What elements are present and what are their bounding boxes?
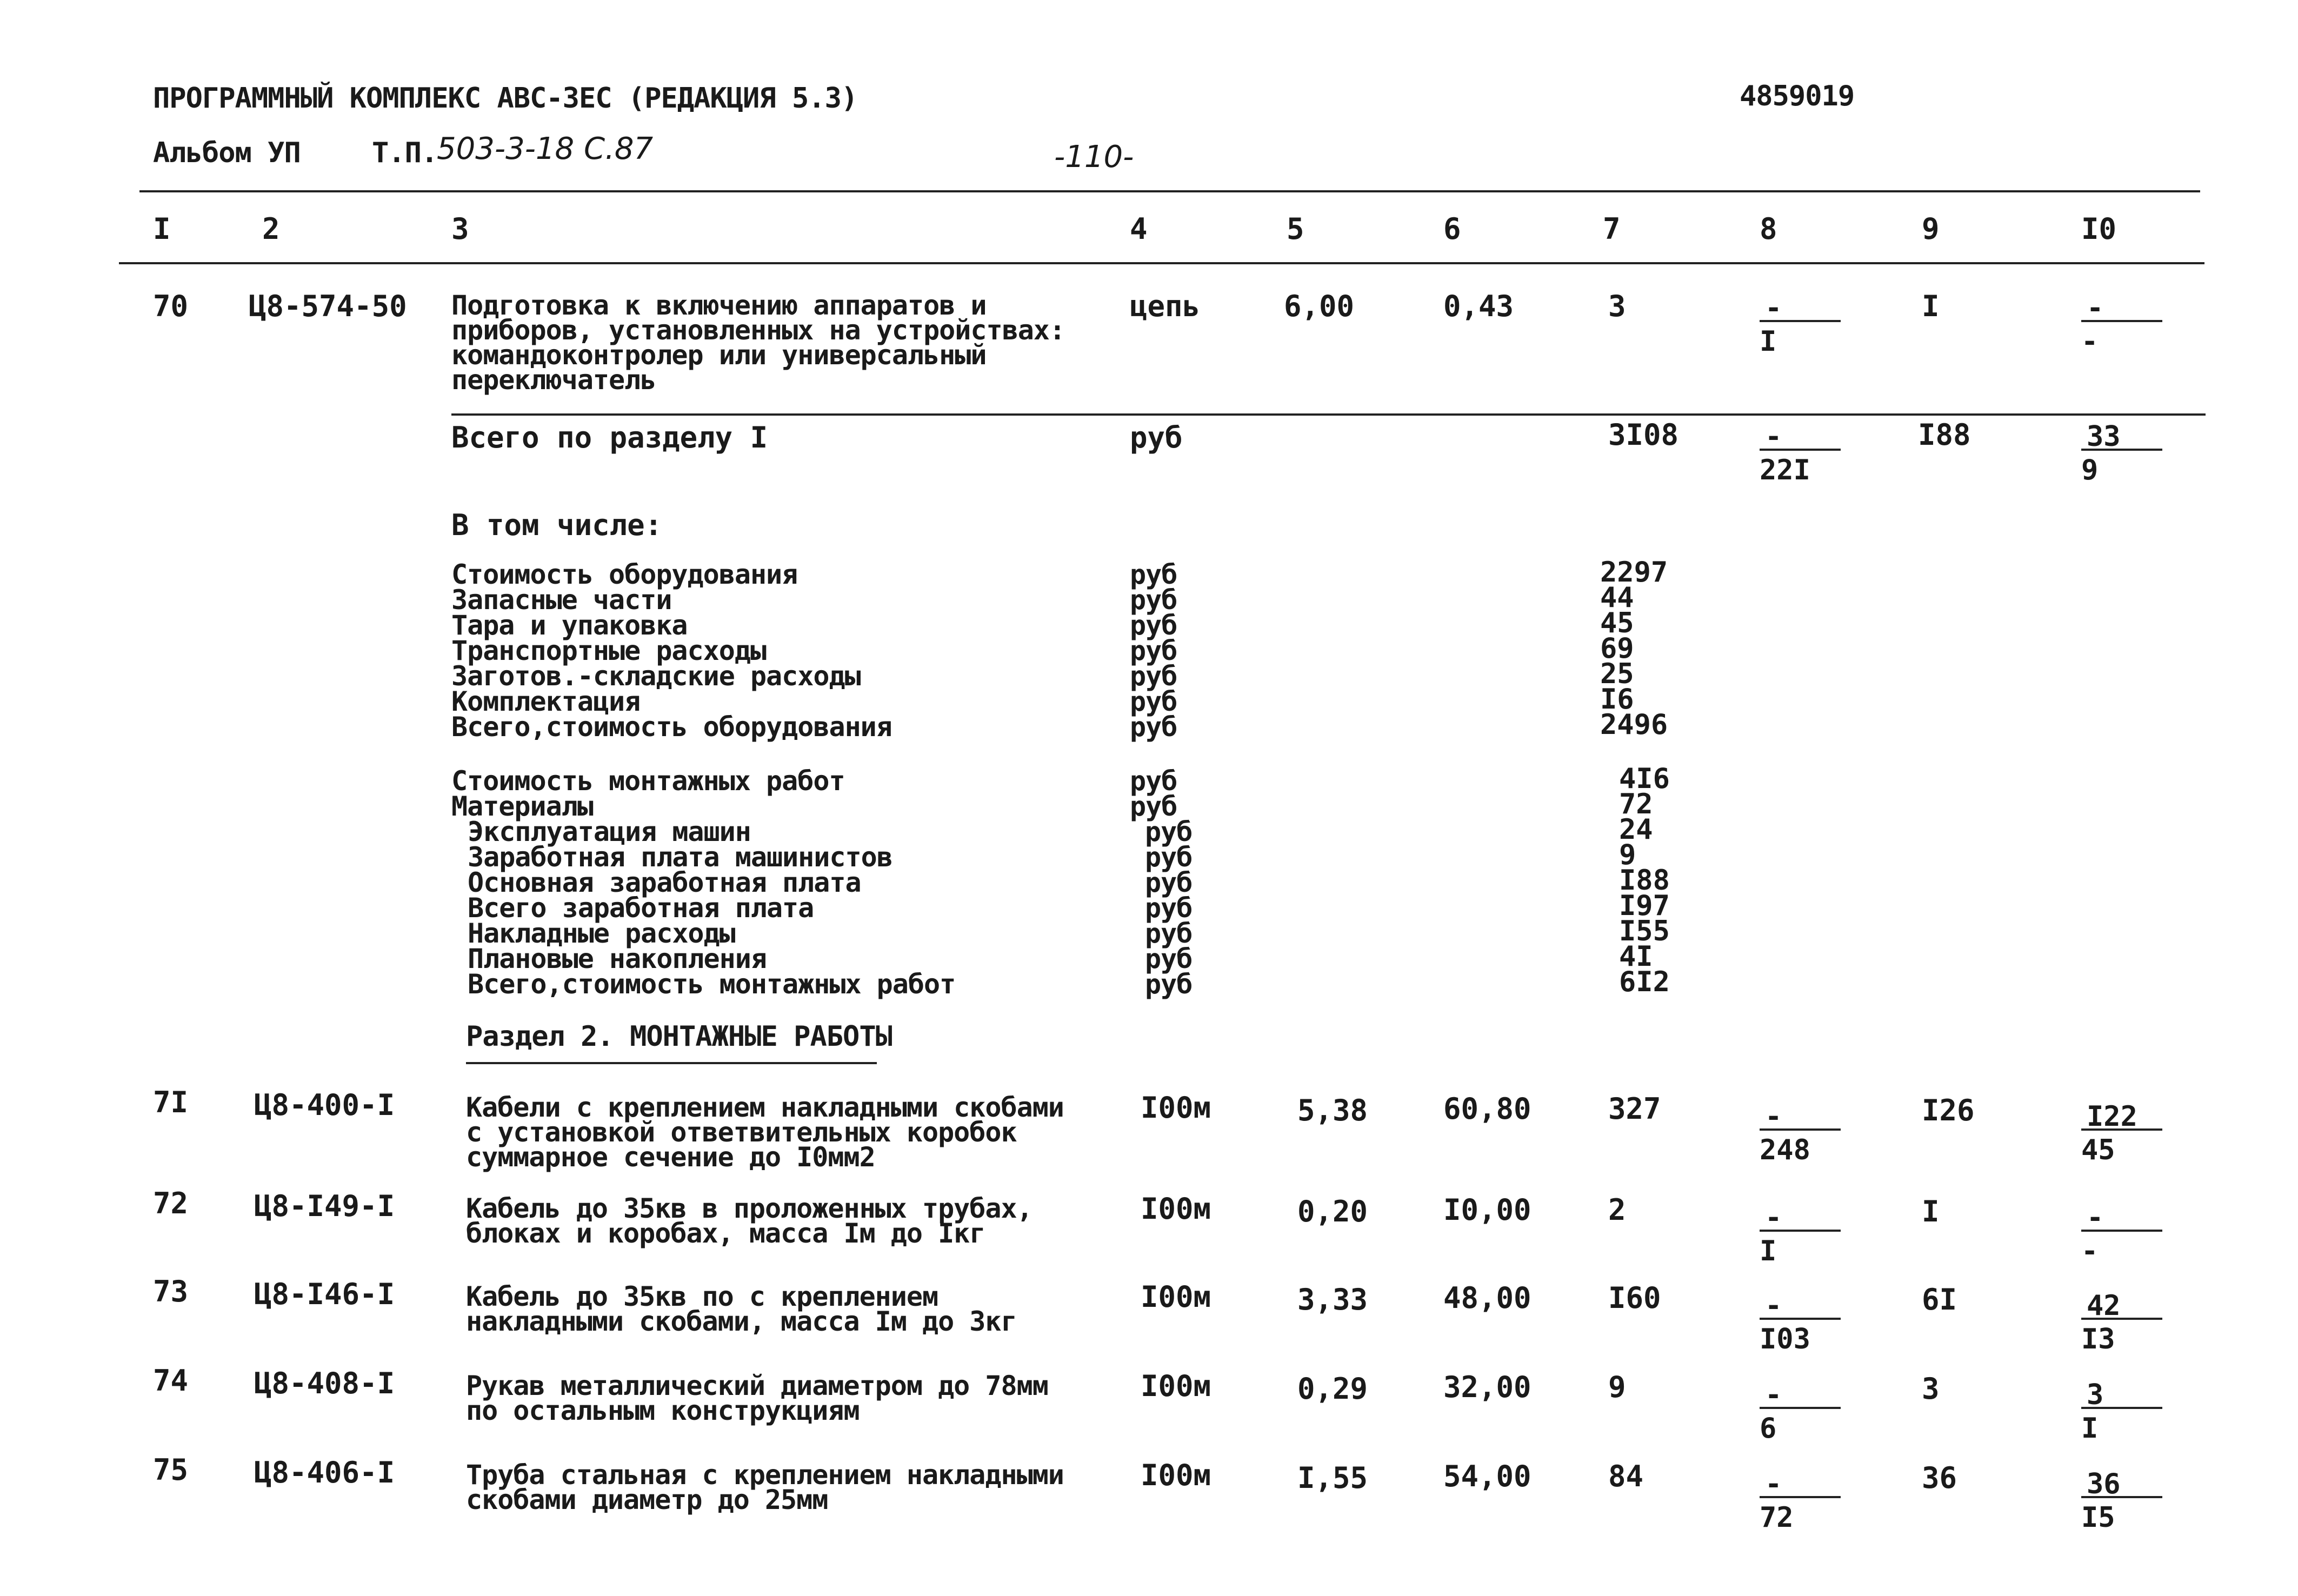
installation-labels-main: Стоимость монтажных работ Материалы <box>451 765 845 822</box>
row-unit: цепь <box>1130 289 1201 323</box>
row-quantity: 5,38 <box>1297 1093 1368 1127</box>
fraction-bar <box>2081 449 2162 451</box>
fraction-bar <box>1760 1230 1841 1232</box>
row-description: Кабели с креплением накладными скобами с установкой ответвительных коробок суммарное сечение до I0мм2 <box>466 1092 1064 1173</box>
row-col8-fraction <box>1760 1100 1851 1176</box>
column-number: I0 <box>2081 212 2117 246</box>
row-quantity: 0,29 <box>1297 1372 1368 1406</box>
row-col9: 3 <box>1922 1372 1940 1406</box>
row-code: Ц8-I46-I <box>254 1277 395 1311</box>
row-description: Кабель до 35кв по с креплением накладными скобами, масса Iм до 3кг <box>466 1281 1017 1337</box>
row-col9: I26 <box>1922 1093 1975 1127</box>
fraction-denominator: I <box>2081 1412 2099 1445</box>
column-number: 8 <box>1760 212 1777 246</box>
row-code: Ц8-406-I <box>254 1455 395 1490</box>
row-quantity: I,55 <box>1297 1461 1368 1495</box>
fraction-bar <box>1760 320 1841 322</box>
row-unit: I00м <box>1141 1458 1211 1492</box>
fraction-bar <box>1760 1318 1841 1320</box>
column-number: 7 <box>1603 212 1621 246</box>
fraction-bar <box>1760 1128 1841 1131</box>
row-description: Подготовка к включению аппаратов и приборов, установленных на устройствах: командоконтролер или универсальный переключатель <box>451 290 1065 396</box>
row-unit: I00м <box>1141 1192 1211 1226</box>
row-col8-fraction <box>1760 292 1851 368</box>
row-col10-fraction <box>2081 1379 2173 1454</box>
column-number: 3 <box>451 212 469 246</box>
row-col9: 36 <box>1922 1461 1957 1495</box>
fraction-numerator: - <box>1765 1379 1782 1411</box>
program-title: ПРОГРАММНЫЙ КОМПЛЕКС АВС-ЗЕС (РЕДАКЦИЯ 5.3) <box>153 82 858 115</box>
row-description: Труба стальная с креплением накладными скобами диаметр до 25мм <box>466 1459 1064 1515</box>
row-col8-fraction <box>1760 1379 1851 1454</box>
column-number: I <box>153 212 171 246</box>
row-unit-price: 48,00 <box>1443 1281 1531 1315</box>
column-number: 4 <box>1130 212 1148 246</box>
section-total-label: Всего по разделу I <box>451 420 768 455</box>
row-unit-price: I0,00 <box>1443 1193 1531 1227</box>
fraction-denominator: 9 <box>2081 454 2099 486</box>
fraction-bar <box>2081 320 2162 322</box>
fraction-denominator: 248 <box>1760 1134 1810 1166</box>
installation-units-detail: руб руб руб руб руб руб руб <box>1145 816 1193 1000</box>
row-code: Ц8-574-50 <box>249 289 407 323</box>
fraction-denominator: I5 <box>2081 1501 2115 1534</box>
fraction-numerator: - <box>1765 1468 1782 1500</box>
document-number: 4859019 <box>1740 80 1855 112</box>
row-quantity: 6,00 <box>1284 289 1355 323</box>
installation-values-main: 4I6 72 <box>1619 763 1670 820</box>
row-quantity: 0,20 <box>1297 1194 1368 1228</box>
row-code: Ц8-400-I <box>254 1088 395 1122</box>
fraction-bar <box>2081 1230 2162 1232</box>
fraction-denominator: I <box>1760 325 1777 358</box>
installation-labels-detail: Эксплуатация машин Заработная плата машинистов Основная заработная плата Всего заработная плата Накладные расходы Плановые накопления Всего,стоимость монтажных работ <box>468 816 956 1000</box>
fraction-denominator: 22I <box>1760 454 1810 486</box>
fraction-bar <box>1760 1407 1841 1409</box>
row-unit: I00м <box>1141 1369 1211 1403</box>
section-total-rule <box>451 413 2206 416</box>
fraction-numerator: - <box>1765 1290 1782 1322</box>
equipment-labels: Стоимость оборудования Запасные части Тара и упаковка Транспортные расходы Заготов.-складские расходы Комплектация Всего,стоимость оборудования <box>451 559 892 743</box>
row-unit: I00м <box>1141 1280 1211 1314</box>
including-label: В том числе: <box>451 508 663 542</box>
tp-prefix: Т.П. <box>372 137 438 169</box>
row-number: 75 <box>153 1453 189 1487</box>
page-number: -110- <box>1054 139 1134 175</box>
fraction-numerator: - <box>2087 1201 2104 1234</box>
fraction-numerator: - <box>2087 292 2104 324</box>
section-total-col8-fraction <box>1760 420 1851 496</box>
row-col10-fraction <box>2081 1100 2173 1176</box>
row-description: Кабель до 35кв в проложенных трубах, блоках и коробах, масса Iм до Iкг <box>466 1193 1033 1249</box>
installation-values-detail: 24 9 I88 I97 I55 4I 6I2 <box>1619 813 1670 998</box>
fraction-numerator: - <box>1765 292 1782 324</box>
row-unit-price: 32,00 <box>1443 1370 1531 1404</box>
row-col10-fraction <box>2081 292 2173 368</box>
equipment-values: 2297 44 45 69 25 I6 2496 <box>1600 556 1668 741</box>
fraction-bar <box>1760 449 1841 451</box>
fraction-denominator: 6 <box>1760 1412 1777 1445</box>
row-col8-fraction <box>1760 1201 1851 1277</box>
row-total: 327 <box>1608 1092 1661 1126</box>
row-number: 74 <box>153 1364 189 1398</box>
fraction-bar <box>1760 1496 1841 1498</box>
equipment-units: руб руб руб руб руб руб руб <box>1130 559 1177 743</box>
row-code: Ц8-408-I <box>254 1366 395 1400</box>
tp-handwritten-number: 503-3-18 С.87 <box>437 131 654 166</box>
fraction-bar <box>2081 1318 2162 1320</box>
fraction-denominator: 45 <box>2081 1134 2115 1166</box>
fraction-numerator: I22 <box>2087 1100 2137 1133</box>
row-total: 84 <box>1608 1459 1644 1493</box>
album-label: Альбом УП <box>153 137 301 169</box>
fraction-numerator: 36 <box>2087 1468 2121 1500</box>
fraction-numerator: - <box>1765 420 1782 453</box>
row-col9: I <box>1922 1194 1940 1228</box>
fraction-numerator: 3 <box>2087 1379 2104 1411</box>
installation-units-main: руб руб <box>1130 765 1177 822</box>
column-number: 5 <box>1287 212 1304 246</box>
row-number: 7I <box>153 1085 189 1119</box>
header-rule <box>119 262 2204 264</box>
fraction-denominator: - <box>2081 1235 2099 1267</box>
column-number: 9 <box>1922 212 1940 246</box>
fraction-numerator: - <box>1765 1100 1782 1133</box>
row-total: I60 <box>1608 1281 1661 1315</box>
fraction-bar <box>2081 1128 2162 1131</box>
row-total: 2 <box>1608 1193 1626 1227</box>
row-col9: 6I <box>1922 1283 1957 1317</box>
fraction-denominator: I03 <box>1760 1323 1810 1355</box>
row-number: 70 <box>153 289 189 323</box>
row-col8-fraction <box>1760 1290 1851 1365</box>
row-total: 3 <box>1608 289 1626 323</box>
row-col10-fraction <box>2081 1290 2173 1365</box>
fraction-denominator: I <box>1760 1235 1777 1267</box>
section-2-title: Раздел 2. МОНТАЖНЫЕ РАБОТЫ <box>466 1020 892 1053</box>
row-unit-price: 60,80 <box>1443 1092 1531 1126</box>
fraction-denominator: 72 <box>1760 1501 1794 1534</box>
row-col10-fraction <box>2081 1201 2173 1277</box>
row-unit-price: 0,43 <box>1443 289 1514 323</box>
fraction-bar <box>2081 1407 2162 1409</box>
row-col9: I <box>1922 289 1940 323</box>
row-unit-price: 54,00 <box>1443 1459 1531 1493</box>
fraction-numerator: 42 <box>2087 1290 2121 1322</box>
row-unit: I00м <box>1141 1091 1211 1125</box>
row-col8-fraction <box>1760 1468 1851 1544</box>
row-total: 9 <box>1608 1370 1626 1404</box>
section-total-value: 3I08 <box>1608 418 1679 452</box>
fraction-denominator: I3 <box>2081 1323 2115 1355</box>
column-number: 2 <box>262 212 280 246</box>
column-number: 6 <box>1443 212 1461 246</box>
row-description: Рукав металлический диаметром до 78мм по остальным конструкциям <box>466 1370 1048 1426</box>
section-total-col9: I88 <box>1918 418 1971 452</box>
row-quantity: 3,33 <box>1297 1283 1368 1317</box>
section-2-underline <box>466 1062 877 1064</box>
fraction-bar <box>2081 1496 2162 1498</box>
row-number: 73 <box>153 1274 189 1308</box>
row-number: 72 <box>153 1186 189 1220</box>
row-col10-fraction <box>2081 1468 2173 1544</box>
top-rule <box>139 190 2200 192</box>
fraction-numerator: 33 <box>2087 420 2121 453</box>
row-code: Ц8-I49-I <box>254 1189 395 1223</box>
section-total-col10-fraction <box>2081 420 2173 496</box>
fraction-numerator: - <box>1765 1201 1782 1234</box>
section-total-unit: руб <box>1130 420 1183 455</box>
fraction-denominator: - <box>2081 325 2099 358</box>
